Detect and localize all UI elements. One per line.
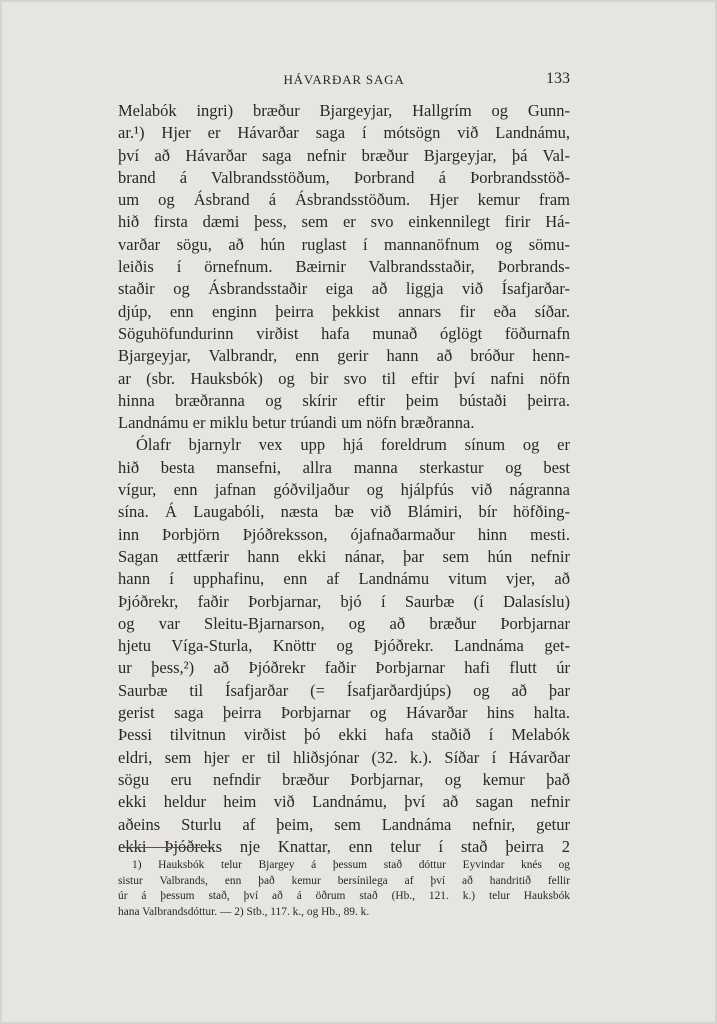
text-line: Landnámu er miklu betur trúandi um nöfn bræðranna. (118, 413, 475, 433)
page-number: 133 (546, 70, 570, 87)
text-line: Þjóðrekr, faðir Þorbjarnar, bjó í Saurbæ (í Dalasíslu) (118, 591, 570, 611)
text-line: ekki heldur heim við Landnámu, því að sagan nefnir (118, 792, 570, 812)
text-line: hjetu Víga-Sturla, Knöttr og Þjóðrekr. Landnáma get- (118, 636, 570, 656)
text-line: Söguhöfundurinn virðist hafa munað óglögt föðurnafn (118, 323, 570, 343)
body-text (118, 100, 570, 858)
footnote-divider (120, 847, 214, 848)
text-line: um og Ásbrand á Ásbrandsstöðum. Hjer kemur fram (118, 190, 570, 210)
text-line: sína. Á Laugabóli, næsta bæ við Blámiri, bír höfðing- (118, 502, 570, 522)
text-line: eldri, sem hjer er til hliðsjónar (32. k.). Síðar í Hávarðar (118, 747, 570, 767)
text-line: hið firsta dæmi þess, sem er svo einkennilegt firir Há- (118, 212, 570, 232)
text-line: hinna bræðranna og skírir eftir þeim bústaði þeirra. (118, 390, 570, 410)
text-line: inn Þorbjörn Þjóðreksson, ójafnaðarmaður hinn mesti. (118, 524, 570, 544)
text-line: Saurbæ til Ísafjarðar (= Ísafjarðardjúps) og að þar (118, 680, 570, 700)
text-line: Melabók ingri) bræður Bjargeyjar, Hallgrím og Gunn- (118, 101, 570, 120)
text-line: ur þess,²) að Þjóðrekr faðir Þorbjarnar hafi flutt úr (118, 658, 570, 678)
text-line: varðar sögu, að hún ruglast í mannanöfnum og sömu- (118, 234, 570, 254)
footnote-line: 1) Hauksbók telur Bjargey á þessum stað dóttur Eyvindar knés og (132, 859, 570, 871)
text-line: Sagan ættfærir hann ekki nánar, þar sem hún nefnir (118, 546, 570, 566)
running-title: HÁVARÐAR SAGA (283, 72, 405, 87)
text-line: staðir og Ásbrandsstaðir eiga að liggja við Ísafjarðar- (118, 279, 570, 299)
text-line: gerist saga þeirra Þorbjarnar og Hávarðar hins halta. (118, 703, 570, 723)
text-line: hann í upphafinu, enn af Landnámu vitum vjer, að (118, 569, 570, 589)
text-line: Ólafr bjarnylr vex upp hjá foreldrum sínum og er (136, 435, 570, 455)
page-header (118, 72, 570, 94)
text-line: ar.¹) Hjer er Hávarðar saga í mótsögn við Landnámu, (118, 123, 570, 143)
text-line: aðeins Sturlu af þeim, sem Landnáma nefnir, getur (118, 814, 570, 834)
text-line: djúp, enn enginn þeirra þekkist annars fir eða síðar. (118, 301, 570, 321)
footnote-line: úr á þessum stað, því að á öðrum stað (Hb., 121. k.) telur Hauksbók (118, 890, 570, 903)
text-line: hið besta mansefni, allra manna sterkastur og best (118, 457, 570, 477)
text-line: brand á Valbrandsstöðum, Þorbrand á Þorbrandsstöð- (118, 167, 570, 187)
footnotes (118, 858, 570, 920)
footnote-line: sistur Valbrands, enn það kemur bersínilega af því að handritið fellir (118, 874, 570, 887)
text-line: Bjargeyjar, Valbrandr, enn gerir hann að bróður henn- (118, 346, 570, 366)
text-line: og var Sleitu-Bjarnarson, og að bræður Þorbjarnar (118, 613, 570, 633)
footnote-line: hana Valbrandsdóttur. — 2) Stb., 117. k., og Hb., 89. k. (118, 905, 370, 918)
text-line: Þessi tilvitnun virðist þó ekki hafa staðið í Melabók (118, 725, 570, 745)
text-line: því að Hávarðar saga nefnir bræður Bjargeyjar, þá Val- (118, 145, 570, 165)
text-line: leiðis í örnefnum. Bæirnir Valbrandsstaðir, Þorbrands- (118, 257, 570, 277)
text-line: sögu eru nefndir bræður Þorbjarnar, og kemur það (118, 769, 570, 789)
text-line: ar (sbr. Hauksbók) og bir svo til eftir því nafni nöfn (118, 368, 570, 388)
text-line: ekki Þjóðreks nje Knattar, enn telur í stað þeirra 2 (118, 836, 570, 856)
text-line: vígur, enn jafnan góðviljaður og hjálpfús við nágranna (118, 480, 570, 500)
